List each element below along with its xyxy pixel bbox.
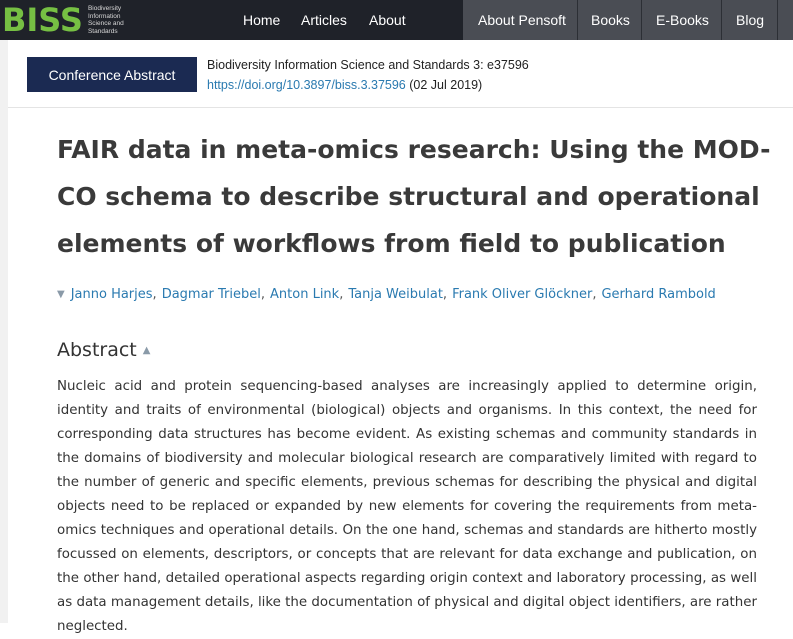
page-gutter	[0, 40, 8, 623]
abstract-heading: Abstract	[57, 339, 137, 361]
nav-divider	[641, 0, 642, 40]
journal-citation: Biodiversity Information Science and Standards 3: e37596	[207, 58, 529, 72]
doi-line	[207, 78, 482, 92]
nav-books-link[interactable]: Books	[591, 12, 630, 28]
top-navigation-bar	[0, 0, 793, 40]
expand-authors-icon[interactable]: ▼	[57, 289, 65, 300]
author-separator: ,	[592, 287, 597, 302]
nav-divider	[777, 0, 778, 40]
logo-wordmark: BISS	[2, 1, 83, 39]
nav-about-link[interactable]: About	[369, 12, 406, 28]
author-link[interactable]: Dagmar Triebel	[161, 287, 261, 302]
article-type-badge: Conference Abstract	[27, 57, 197, 92]
nav-divider	[577, 0, 578, 40]
logo-subtitle: Biodiversity Information Science and Standards	[87, 5, 124, 35]
abstract-text: Nucleic acid and protein sequencing-based analyses are increasingly applied to determine origin, identity and traits of environmental (biological) objects and organisms. In this context, the need for corresponding data structures has become evident. As existing schemas and community standards in the domains of biodiversity and molecular biological research are comparatively limited with regard to the number of generic and specific elements, previous schemas for describing the physical and digital objects need to be replaced or expanded by new elements for covering the requirements from meta-omics techniques and operational details. On the one hand, schemas and standards are hitherto mostly focussed on elements, descriptors, or concepts that are relevant for data exchange and publication, on the other hand, detailed operational aspects regarding origin context and laboratory processing, as well as data management details, like the documentation of physical and digital object identifiers, are rather neglected.	[57, 379, 757, 634]
author-link[interactable]: Tanja Weibulat	[348, 287, 443, 302]
author-separator: ,	[152, 287, 157, 302]
author-list	[57, 287, 716, 302]
abstract-section-header[interactable]	[57, 339, 150, 361]
author-link[interactable]: Gerhard Rambold	[601, 287, 716, 302]
nav-divider	[721, 0, 722, 40]
doi-link[interactable]: https://doi.org/10.3897/biss.3.37596	[207, 78, 406, 92]
nav-blog-link[interactable]: Blog	[736, 12, 765, 28]
article-title: FAIR data in meta-omics research: Using the MOD-CO schema to describe structural and operational elements of workflows from field to publication	[57, 135, 771, 258]
site-logo[interactable]	[0, 0, 138, 40]
nav-about-pensoft-link[interactable]: About Pensoft	[478, 12, 566, 28]
author-link[interactable]: Frank Oliver Glöckner	[452, 287, 593, 302]
publication-date: (02 Jul 2019)	[409, 78, 483, 92]
author-link[interactable]: Anton Link	[270, 287, 340, 302]
secondary-navigation	[463, 0, 793, 40]
author-separator: ,	[339, 287, 344, 302]
nav-ebooks-link[interactable]: E-Books	[656, 12, 709, 28]
author-separator: ,	[442, 287, 448, 302]
nav-articles-link[interactable]: Articles	[301, 12, 347, 28]
collapse-caret-icon[interactable]: ▲	[142, 344, 151, 356]
author-separator: ,	[260, 287, 266, 302]
author-link[interactable]: Janno Harjes	[70, 287, 153, 302]
nav-home-link[interactable]: Home	[243, 12, 281, 28]
